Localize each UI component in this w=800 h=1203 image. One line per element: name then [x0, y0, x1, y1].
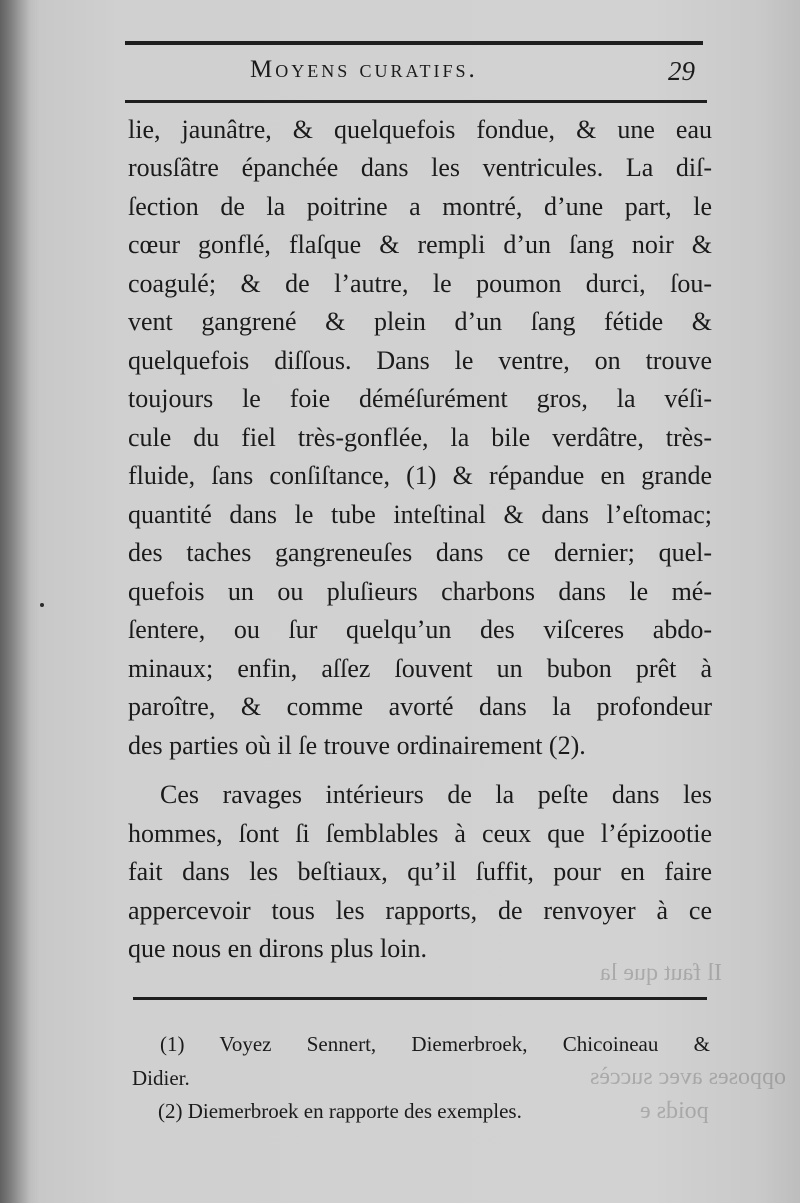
- text-line: ſection de la poitrine a montré, d’une part, le: [128, 192, 712, 221]
- text-line: toujours le foie déméſurément gros, la véſi-: [128, 384, 712, 413]
- text-line: vent gangrené & plein d’un ſang fétide &: [128, 307, 712, 336]
- text-line: ſentere, ou ſur quelqu’un des viſceres abdo-: [128, 615, 712, 644]
- running-head: Moyens curatifs.: [250, 56, 478, 83]
- header-rule: [125, 100, 707, 103]
- footnote-1: (1) Voyez Sennert, Diemerbroek, Chicoineau &: [160, 1032, 710, 1056]
- ink-speck: [40, 603, 44, 607]
- text-line: quantité dans le tube inteſtinal & dans l’eſtomac;: [128, 500, 712, 529]
- paragraph-first-line: Ces ravages intérieurs de la peſte dans les: [160, 780, 712, 809]
- text-line: paroître, & comme avorté dans la profondeur: [128, 692, 712, 721]
- text-line: fluide, ſans conſiſtance, (1) & répandue en grande: [128, 461, 712, 490]
- footnote-rule: [133, 997, 707, 1000]
- text-line: fait dans les beſtiaux, qu’il ſuffit, pour en faire: [128, 857, 712, 886]
- text-line: rousſâtre épanchée dans les ventricules. La diſ-: [128, 153, 712, 182]
- text-line: quelquefois diſſous. Dans le ventre, on trouve: [128, 346, 712, 375]
- text-line: hommes, ſont ſi ſemblables à ceux que l’épizootie: [128, 819, 712, 848]
- text-line: minaux; enfin, aſſez ſouvent un bubon prêt à: [128, 654, 712, 683]
- text-line: des parties où il ſe trouve ordinairement (2).: [128, 731, 586, 760]
- footnote-2: (2) Diemerbroek en rapporte des exemples.: [158, 1099, 522, 1123]
- text-line: quefois un ou pluſieurs charbons dans le mé-: [128, 577, 712, 606]
- text-line: des taches gangreneuſes dans ce dernier; quel-: [128, 538, 712, 567]
- footnote-1-continued: Didier.: [132, 1066, 190, 1090]
- text-line: lie, jaunâtre, & quelquefois fondue, & une eau: [128, 115, 712, 144]
- gutter-shadow: [0, 0, 30, 1203]
- show-through-text: opposes avec succès: [590, 1064, 786, 1090]
- page-number: 29: [668, 56, 695, 86]
- text-line: que nous en dirons plus loin.: [128, 934, 427, 963]
- text-line: cœur gonflé, flaſque & rempli d’un ſang noir &: [128, 230, 712, 259]
- show-through-text: Il faut que la: [600, 960, 722, 986]
- text-line: coagulé; & de l’autre, le poumon durci, ſou-: [128, 269, 712, 298]
- show-through-text: poids e: [640, 1098, 709, 1124]
- top-rule: [125, 41, 703, 45]
- text-line: appercevoir tous les rapports, de renvoyer à ce: [128, 896, 712, 925]
- text-line: cule du fiel très-gonflée, la bile verdâtre, très-: [128, 423, 712, 452]
